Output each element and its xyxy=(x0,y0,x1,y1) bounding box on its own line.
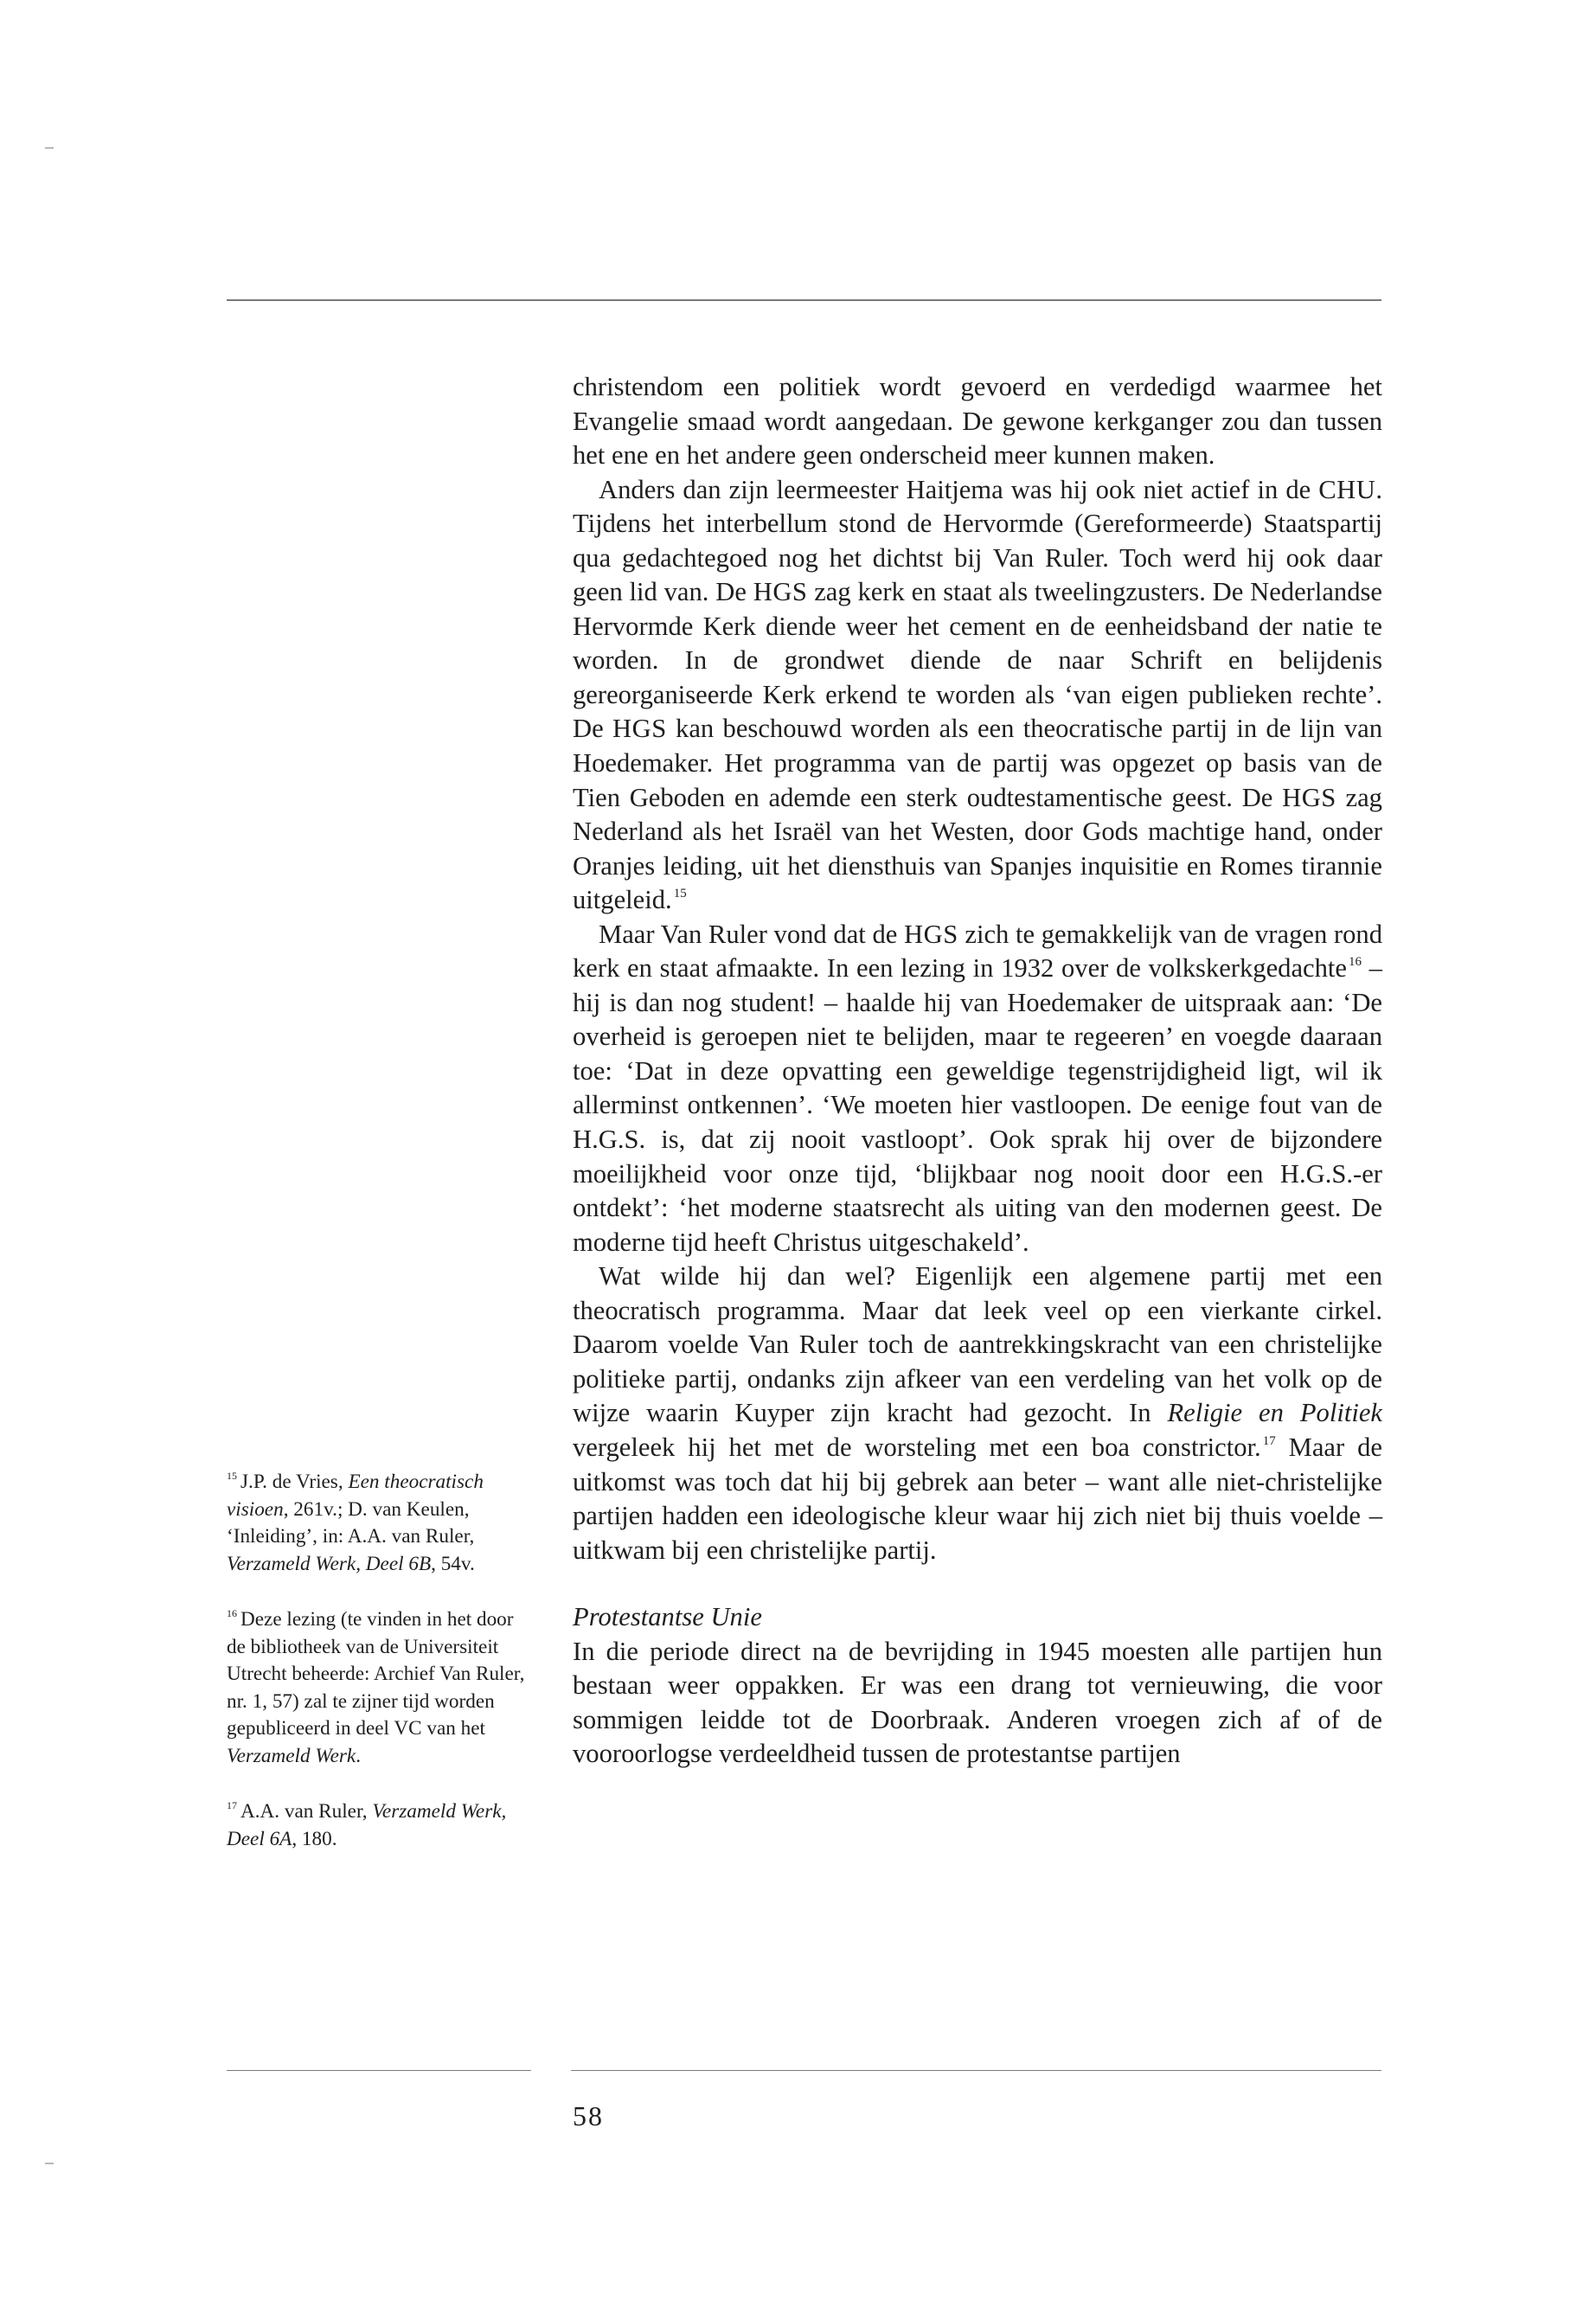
paragraph-3: Maar Van Ruler vond dat de HGS zich te gemakkelijk van de vragen rond kerk en staat afmaakte. In een lezing in 1932 over de volkskerkgedachte $^{16}$ – hij is dan nog student! – haalde hij van Hoedemaker de uitspraak aan: ‘De overheid is geroepen niet te belijden, maar te regeeren’ en voegde daaraan toe: ‘Dat in deze opvatting een geweldige tegenstrijdigheid ligt, wil ik allerminst ontkennen’. ‘We moeten hier vastloopen. De eenige fout van de H.G.S. is, dat zij nooit vastloopt’. Ook sprak hij over de bijzondere moeilijkheid voor onze tijd, ‘blijkbaar nog nooit door een H.G.S.-er ontdekt’: ‘het moderne staatsrecht als uiting van den modernen geest. De moderne tijd heeft Christus uitgeschakeld’. xyxy=(573,919,1382,1257)
abbreviation-chu: CHU xyxy=(1318,474,1376,504)
cited-title: Verzameld Werk xyxy=(227,1744,356,1767)
footnote-reference-16: 16 xyxy=(1348,955,1362,970)
footnote-reference-17: 17 xyxy=(1262,1433,1276,1448)
crop-mark-top-left xyxy=(45,147,54,149)
paragraph-5: In die periode direct na de bevrijding in 1945 moesten alle partijen hun bestaan weer oppakken. Er was een drang tot vernieuwing, die voor sommigen leidde tot de Doorbraak. Anderen vroegen zich af of de vooroorlogse verdeeldheid tussen de protestantse partijen xyxy=(573,1636,1382,1769)
crop-mark-bottom-left xyxy=(45,2163,54,2164)
footnote-15: $^{15}$ J.P. de Vries, Een theocratisch visioen, 261v.; D. van Keulen, ‘Inleiding’, in: A.A. van Ruler, Verzameld Werk, Deel 6B, 54v. xyxy=(227,1470,484,1575)
footer-rule xyxy=(571,2070,1381,2071)
header-rule xyxy=(227,299,1381,301)
footnote-number: 15 xyxy=(227,1470,237,1482)
abbreviation-hgs: HGS xyxy=(753,577,808,607)
paragraph-1: christendom een politiek wordt gevoerd en verdedigd waarmee het Evangelie smaad wordt aangedaan. De gewone kerkganger zou dan tussen het ene en het andere geen onderscheid meer kunnen maken. xyxy=(573,372,1382,471)
cited-title: Verzameld Werk, Deel 6A xyxy=(227,1800,507,1850)
book-title: Religie en Politiek xyxy=(1167,1398,1382,1428)
section-spacer xyxy=(573,1567,1382,1600)
footnote-16: $^{16}$ Deze lezing (te vinden in het door de bibliotheek van de Universiteit Utrecht beheerde: Archief Van Ruler, nr. 1, 57) zal te zijner tijd worden gepubliceerd in deel VC van het Verzameld Werk. xyxy=(227,1607,525,1767)
abbreviation-hgs: HGS xyxy=(1282,782,1336,812)
footnote-number: 17 xyxy=(227,1799,237,1811)
cited-title: Verzameld Werk, Deel 6B xyxy=(227,1552,432,1575)
abbreviation-hgs: HGS xyxy=(904,919,958,949)
footnote-number: 16 xyxy=(227,1607,237,1619)
footnote-column-rule xyxy=(227,2070,531,2071)
margin-footnotes xyxy=(227,1469,531,1881)
paragraph-2: Anders dan zijn leermeester Haitjema was hij ook niet actief in de CHU. Tijdens het interbellum stond de Hervormde (Gereformeerde) Staatspartij qua gedachtegoed nog het dichtst bij Van Ruler. Toch werd hij ook daar geen lid van. De HGS zag kerk en staat als tweelingzusters. De Nederlandse Hervormde Kerk diende weer het cement en de eenheidsband der natie te worden. In de grondwet diende de naar Schrift en belijdenis gereorganiseerde Kerk erkend te worden als ‘van eigen publieken rechte’. De HGS kan beschouwd worden als een theocratische partij in de lijn van Hoedemaker. Het programma van de partij was opgezet op basis van de Tien Geboden en ademde een sterk oudtestamentische geest. De HGS zag Nederland als het Israël van het Westen, door Gods machtige hand, onder Oranjes leiding, uit het diensthuis van Spanjes inquisitie en Romes tirannie uitgeleid. $^{15}$ xyxy=(573,474,1382,915)
footnote-17: $^{17}$ A.A. van Ruler, Verzameld Werk, Deel 6A, 180. xyxy=(227,1799,507,1850)
page-number: 58 xyxy=(573,2100,604,2131)
abbreviation-hgs: HGS xyxy=(612,714,667,744)
footnote-reference-15: 15 xyxy=(673,887,687,901)
paragraph-4: Wat wilde hij dan wel? Eigenlijk een algemene partij met een theocratisch programma. Maar dat leek veel op een vierkante cirkel. Daarom voelde Van Ruler toch de aantrekkingskracht van een christelijke politieke partij, ondanks zijn afkeer van een verdeling van het volk op de wijze waarin Kuyper zijn kracht had gezocht. In Religie en Politiek vergeleek hij het met de worsteling met een boa constrictor. $^{17}$ Maar de uitkomst was toch dat hij bij gebrek aan beter – want alle niet-christelijke partijen hadden een ideologische kleur waar hij zich niet bij thuis voelde – uitkwam bij een christelijke partij. xyxy=(573,1261,1382,1565)
cited-title: Een theocratisch visioen xyxy=(227,1471,484,1521)
main-body-text xyxy=(573,370,1382,1772)
section-heading: Protestantse Unie xyxy=(573,1602,762,1632)
